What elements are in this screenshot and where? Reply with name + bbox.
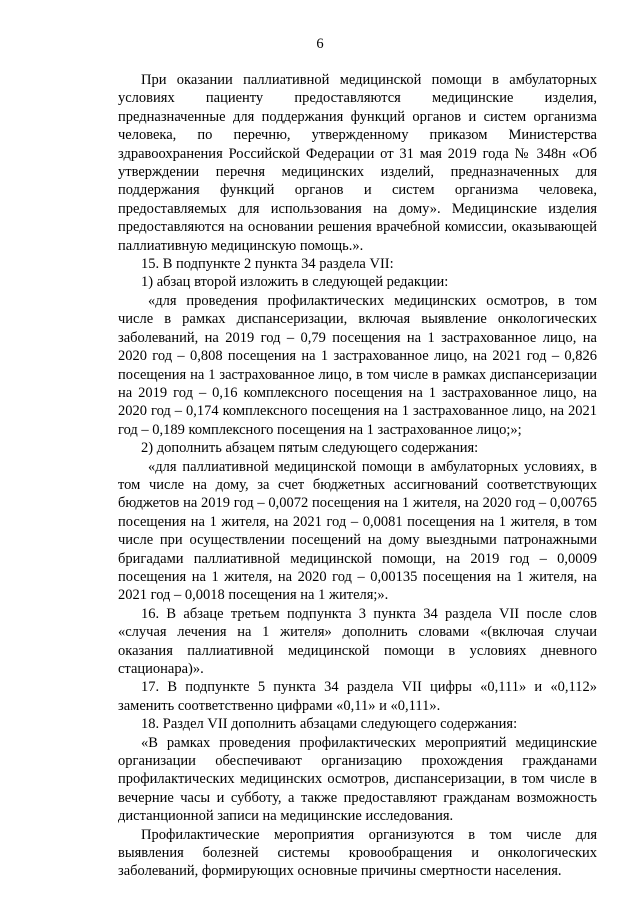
page-number: 6 xyxy=(316,36,324,52)
paragraph-preventive-measures: «В рамках проведения профилактических мероприятий медицинские организации обеспечивают организацию прохождения гражданами профилактических медицинских осмотров, диспансеризации, в том числе в вечерние часы и субботу, а также предоставляют гражданам возможность дистанционной записи на медицинские исследования. xyxy=(118,734,597,825)
paragraph-item-16: 16. В абзаце третьем подпункта 3 пункта 34 раздела VII после слов «случая лечения на 1 жителя» дополнить словами «(включая случаи оказания паллиативной медицинской помощи в условиях дневного стационара)». xyxy=(118,605,597,677)
paragraph-item-15: 15. В подпункте 2 пункта 34 раздела VII: xyxy=(141,256,394,273)
paragraph-item-18: 18. Раздел VII дополнить абзацами следующего содержания: xyxy=(141,716,518,733)
paragraph-subitem-2: 2) дополнить абзацем пятым следующего содержания: xyxy=(141,440,479,457)
paragraph-palliative-devices: При оказании паллиативной медицинской помощи в амбулаторных условиях пациенту предоставляются медицинские изделия, предназначенные для поддержания функций органов и систем организма человека, по перечню, утвержденному приказом Министерства здравоохранения Российской Федерации от 31 мая 2019 года № 348н «Об утверждении перечня медицинских изделий, предназначенных для поддержания функций органов и систем организма человека, предоставляемых для использования на дому». Медицинские изделия предоставляются на основании решения врачебной комиссии, оказывающей паллиативную медицинскую помощь.». xyxy=(118,72,597,254)
paragraph-palliative-visits: «для паллиативной медицинской помощи в амбулаторных условиях, в том числе на дому, за счет бюджетных ассигнований соответствующих бюджетов на 2019 год – 0,0072 посещения на 1 жителя, на 2020 год – 0,00765 посещения на 1 жителя, на 2021 год – 0,0081 посещения на 1 жителя, в том числе при осуществлении посещений на дому выездными патронажными бригадами паллиативной медицинской помощи, на 2019 год – 0,0009 посещения на 1 жителя, на 2020 год – 0,00135 посещения на 1 жителя, на 2021 год – 0,0018 посещения на 1 жителя;». xyxy=(118,458,597,604)
document-body xyxy=(118,71,597,881)
paragraph-subitem-1: 1) абзац второй изложить в следующей редакции: xyxy=(141,274,449,291)
paragraph-preventive-exams: «для проведения профилактических медицинских осмотров, в том числе в рамках диспансеризации, включая выявление онкологических заболеваний, на 2019 год – 0,79 посещения на 1 застрахованное лицо, на 2020 год – 0,808 посещения на 1 застрахованное лицо, на 2021 год – 0,826 посещения на 1 застрахованное лицо, в том числе в рамках диспансеризации на 2019 год – 0,16 комплексного посещения на 1 застрахованное лицо, на 2020 год – 0,174 комплексного посещения на 1 застрахованное лицо, на 2021 год – 0,189 комплексного посещения на 1 застрахованное лицо;»; xyxy=(118,292,597,438)
paragraph-item-17: 17. В подпункте 5 пункта 34 раздела VII цифры «0,111» и «0,112» заменить соответственно цифрами «0,11» и «0,111». xyxy=(118,679,597,714)
paragraph-mortality-causes: Профилактические мероприятия организуются в том числе для выявления болезней системы кровообращения и онкологических заболеваний, формирующих основные причины смертности населения. xyxy=(118,826,597,880)
